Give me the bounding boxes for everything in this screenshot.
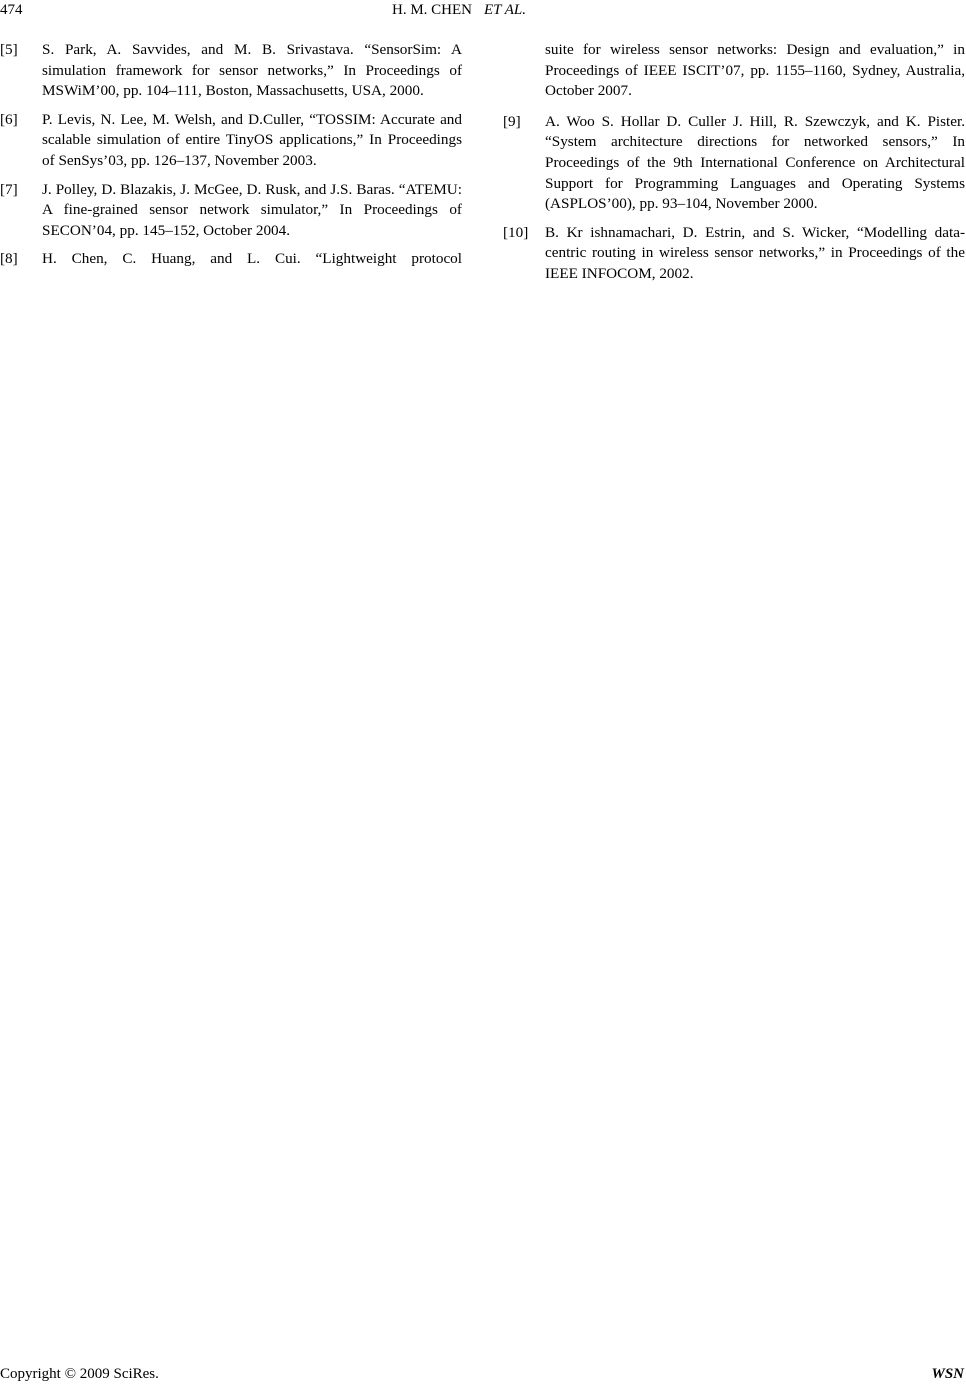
reference-number: [9] [503,112,521,130]
running-head-etal: ET AL. [484,2,526,18]
left-column [0,40,462,278]
running-head-authors: H. M. CHEN [392,2,473,18]
reference-text: J. Polley, D. Blazakis, J. McGee, D. Rusk, and J.S. Baras. “ATEMU: A fine-grained sensor network simulator,” In Proceedings of SECON’04, pp. 145–152, October 2004. [42,180,462,239]
page-header [0,2,966,22]
reference-number: [7] [0,180,18,198]
reference-continuation: suite for wireless sensor networks: Design and evaluation,” in Proceedings of IEEE ISCIT’07, pp. 1155–1160, Sydney, Australia, October 2007. [545,41,965,100]
reference-text: P. Levis, N. Lee, M. Welsh, and D.Culler, “TOSSIM: Accurate and scalable simulation of entire TinyOS applications,” In Proceedings of SenSys’03, pp. 126–137, November 2003. [42,110,462,169]
reference-text: S. Park, A. Savvides, and M. B. Srivastava. “SensorSim: A simulation framework for sensor networks,” In Proceedings of MSWiM’00, pp. 104–111, Boston, Massachusetts, USA, 2000. [42,41,462,100]
reference-item [0,110,462,172]
reference-item [0,249,462,270]
running-head [392,2,526,19]
journal-abbreviation: WSN [931,1366,964,1382]
reference-number: [8] [0,250,18,268]
right-column [503,40,965,293]
page-number: 474 [0,2,23,18]
reference-text: H. Chen, C. Huang, and L. Cui. “Lightweight protocol [42,250,462,268]
reference-number: [5] [0,41,18,58]
reference-text: B. Kr ishnamachari, D. Estrin, and S. Wicker, “Modelling data-centric routing in wireless sensor networks,” in Proceedings of the IEEE INFOCOM, 2002. [545,223,965,282]
reference-number: [6] [0,110,18,128]
reference-item [0,40,462,102]
reference-item [0,180,462,242]
reference-number: [10] [503,223,529,241]
copyright-notice: Copyright © 2009 SciRes. [0,1366,159,1382]
reference-item [503,223,965,285]
reference-item [503,112,965,215]
reference-text: A. Woo S. Hollar D. Culler J. Hill, R. Szewczyk, and K. Pister. “System architecture directions for networked sensors,” In Proceedings of the 9th International Conference on Architectural Support for Programming Languages and Operating Systems (ASPLOS’00), pp. 93–104, November 2000. [545,112,965,213]
